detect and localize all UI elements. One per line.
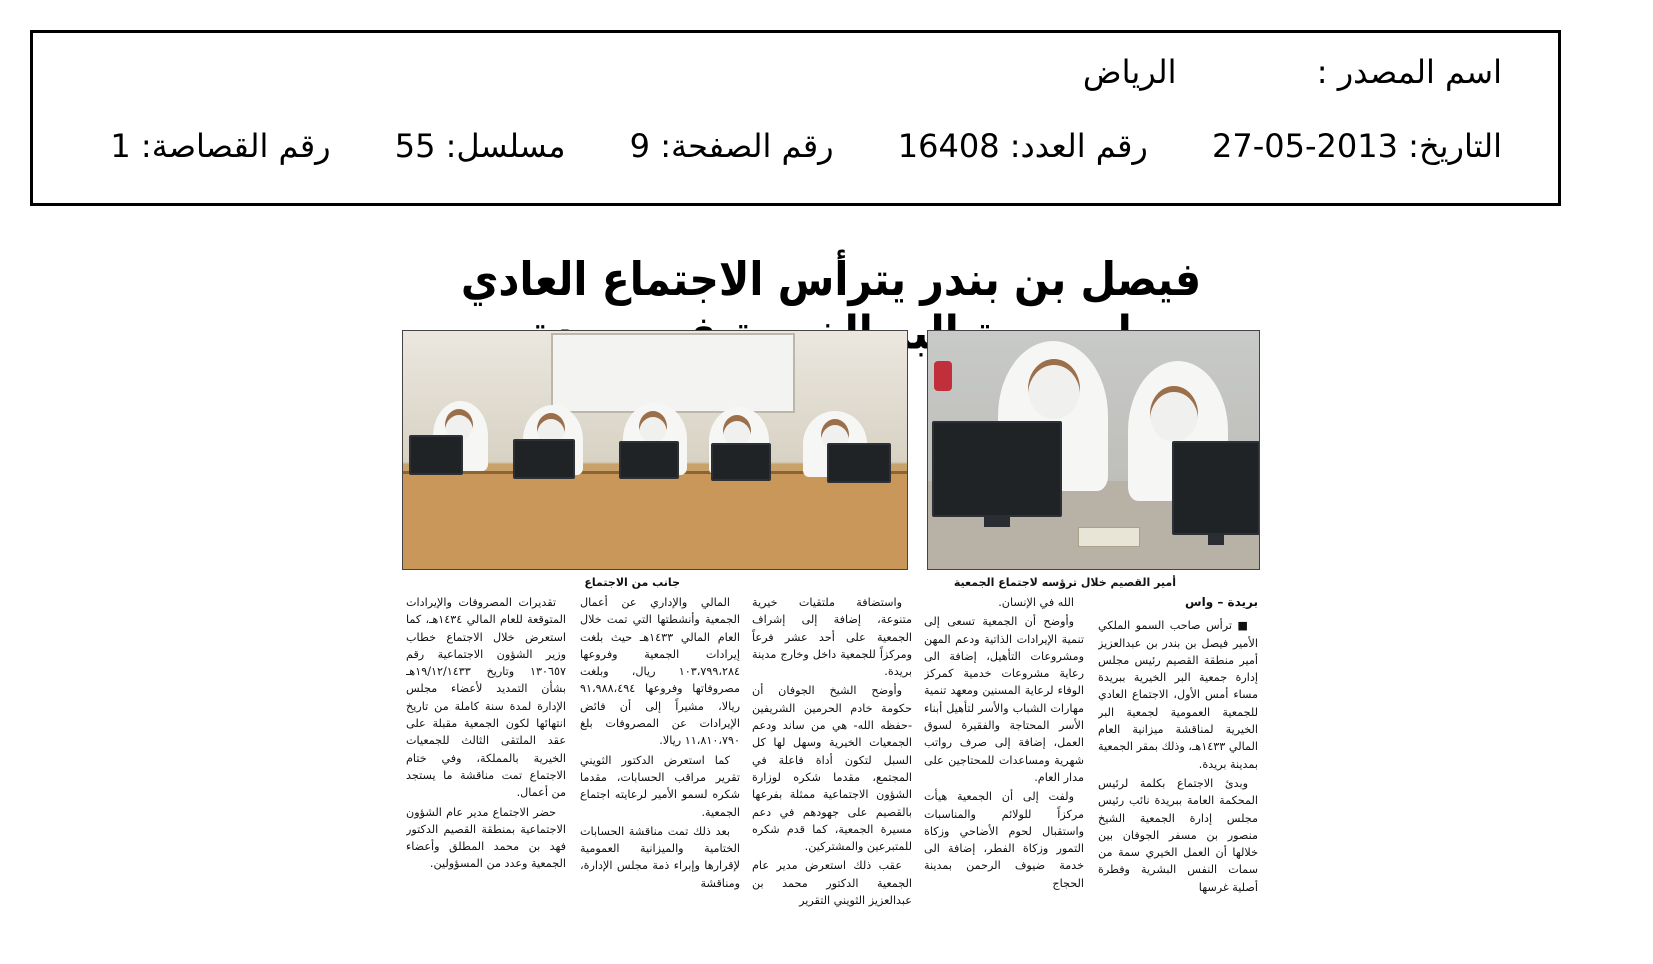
monitor-icon [1172, 441, 1260, 535]
monitor-icon [932, 421, 1062, 517]
source-row [1083, 53, 1502, 91]
monitor-icon [619, 441, 679, 479]
person-head [1150, 386, 1198, 442]
photo-caption-right: أمير القصيم خلال ترؤسه لاجتماع الجمعية [953, 576, 1176, 589]
issue-details-row [110, 127, 1502, 165]
person-head [1028, 359, 1080, 419]
article-headline: فيصل بن بندر يترأس الاجتماع العادي البر [460, 252, 1202, 360]
article-column-4 [580, 594, 740, 964]
projection-screen [551, 333, 795, 413]
paragraph: ■ ترأس صاحب السمو الملكي الأمير فيصل بن بندر بن عبدالعزيز أمير منطقة القصيم رئيس مجلس إدارة جمعية البر الخيرية ببريدة مساء أمس الأول، الاجتماع العادي للجمعية العمومية لجمعية البر الخيرية لمناقشة ميزانية العام المالي ١٤٣٣هـ، وذلك بمقر الجمعية بمدينة بريدة. [1098, 619, 1258, 771]
article-dateline: بريدة – واس [1185, 595, 1258, 609]
article-column-3 [752, 594, 912, 964]
paragraph: المالي والإداري عن أعمال الجمعية وأنشطتها التي تمت خلال العام المالي ١٤٣٣هـ حيث بلغت إيرادات الجمعية وفروعها ١٠٣،٧٩٩،٢٨٤ ريال، وبلغت مصروفاتها وفروعها ٩١،٩٨٨،٤٩٤ ريالا، مشيراً إلى أن فائض الإيرادات عن المصروفات بلغ ١١،٨١٠،٧٩٠ ريالا. [580, 596, 740, 748]
paragraph: عقب ذلك استعرض مدير عام الجمعية الدكتور محمد بن عبدالعزيز الثويني التقرير [752, 859, 912, 908]
monitor-icon [409, 435, 463, 475]
paragraph: ولفت إلى أن الجمعية هيأت مركزاً للولائم والمناسبات واستقبال لحوم الأضاحي وزكاة التمور وزكاة الفطر، إضافة الى خدمة ضيوف الرحمن بمدينة الحجاج [924, 790, 1084, 890]
source-value: الرياض [1082, 53, 1177, 91]
person-head [639, 411, 667, 443]
newspaper-clipping [400, 236, 1262, 964]
source-label: اسم المصدر : [1316, 53, 1502, 91]
article-column-1 [1098, 594, 1258, 964]
paragraph: تقديرات المصروفات والإيرادات المتوقعة للعام المالي ١٤٣٤هـ، كما استعرض خلال الاجتماع خطاب وزير الشؤون الاجتماعية رقم ١٣٠٦٥٧ وتاريخ ١٩/١٢/١٤٣٣هـ بشأن التمديد لأعضاء مجلس الإدارة لمدة سنة كاملة من تاريخ انتهائها لكون الجمعية مقبلة على عقد الملتقى الثالث للجمعيات الخيرية بالمملكة، وفي ختام الاجتماع تمت مناقشة ما يستجد من أعمال. [406, 596, 566, 800]
monitor-icon [513, 439, 575, 479]
clipping-number-field: رقم القصاصة: 1 [110, 127, 331, 165]
name-plate [1078, 527, 1140, 547]
article-photo-meeting [402, 330, 908, 570]
paragraph: وأوضح الشيخ الجوفان أن حكومة خادم الحرمين الشريفين -حفظه الله- هي من ساند ودعم الجمعيات الخيرية وسهل لها كل السبل لتكون أداة فاعلة في المجتمع، مقدما شكره لوزارة الشؤون الاجتماعية ممثلة بفرعها بالقصيم على جهودهم في دعم مسيرة الجمعية، كما قدم شكره للمتبرعين والمشتركين. [752, 684, 912, 854]
article-column-2 [924, 594, 1084, 964]
paragraph: وأوضح أن الجمعية تسعى إلى تنمية الإيرادات الذاتية ودعم المهن ومشروعات التأهيل، إضافة الى رعاية مشروعات خدمية كمركز الوفاء لرعاية المسنين ومعهد تنمية مهارات الشباب والأسر لتأهيل أبناء الأسر المحتاجة والفقيرة لسوق العمل، إضافة إلى صرف رواتب شهرية ومساعدات للمحتاجين على مدار العام. [924, 615, 1084, 784]
paragraph: الله في الإنسان. [998, 596, 1074, 609]
paragraph: حضر الاجتماع مدير عام الشؤون الاجتماعية بمنطقة القصيم الدكتور فهد بن محمد المطلق وأعضاء الجمعية وعدد من المسؤولين. [406, 805, 566, 871]
monitor-icon [827, 443, 891, 483]
date-field: التاريخ: 2013-05-27 [1212, 127, 1502, 165]
paragraph: واستضافة ملتقيات خيرية متنوعة، إضافة إلى إشراف الجمعية على أحد عشر فرعاً ومركزاً للجمعية داخل وخارج مدينة بريدة. [752, 596, 912, 679]
article-column-5 [406, 594, 566, 964]
article-photo-prince [927, 330, 1260, 570]
clipping-metadata-box [30, 30, 1561, 206]
paragraph: وبدئ الاجتماع بكلمة لرئيس المحكمة العامة ببريدة نائب رئيس مجلس إدارة الجمعية الشيخ منصور بن مسفر الجوفان بين خلالها أن العمل الخيري سمة من سمات النفس البشرية وفطرة أصلية غرسها [1098, 776, 1258, 894]
serial-field: مسلسل: 55 [394, 127, 566, 165]
photo-caption-left: جانب من الاجتماع [584, 576, 680, 589]
paragraph: بعد ذلك تمت مناقشة الحسابات الختامية والميزانية العمومية لإقرارها وإبراء ذمة مجلس الإدارة، ومناقشة [580, 824, 740, 890]
page-number-field: رقم الصفحة: 9 [629, 127, 834, 165]
monitor-icon [711, 443, 771, 481]
paragraph: كما استعرض الدكتور الثويني تقرير مراقب الحسابات، مقدما شكره لسمو الأمير لرعايته اجتماع الجمعية. [580, 753, 740, 819]
desk-shape [403, 471, 908, 570]
issue-number-field: رقم العدد: 16408 [897, 127, 1148, 165]
microphone-icon [934, 361, 952, 391]
